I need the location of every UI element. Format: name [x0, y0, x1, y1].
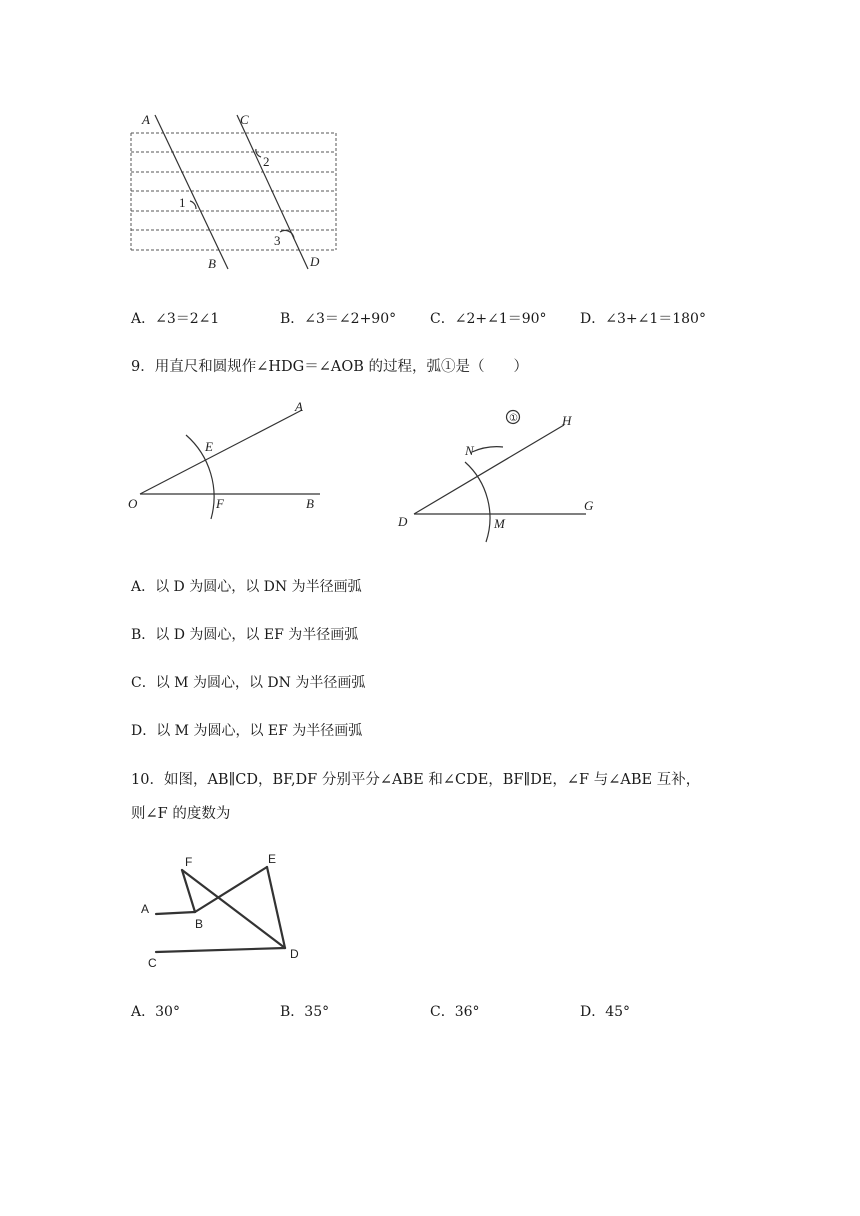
q9-option-d: D．以 M 为圆心，以 EF 为半径画弧 [131, 723, 363, 739]
label-a: A [295, 399, 303, 414]
label-n: N [465, 443, 474, 458]
figure-q9-angle-aob [120, 395, 330, 525]
q10-option-c: C．36° [430, 1004, 480, 1020]
label-b: B [306, 496, 314, 511]
label-e: E [205, 439, 213, 454]
label-c: C [148, 956, 157, 970]
label-c: C [240, 112, 249, 127]
label-h: H [562, 413, 572, 428]
figure-q10 [135, 845, 315, 975]
figure-q9-angle-hdg [390, 400, 610, 550]
label-a: A [141, 902, 150, 916]
angle-1-label: 1 [179, 195, 186, 210]
q10-option-a: A．30° [131, 1004, 180, 1020]
angle-2-label: 2 [263, 154, 270, 169]
label-b: B [195, 917, 204, 931]
q9-option-b: B．以 D 为圆心，以 EF 为半径画弧 [131, 627, 359, 643]
label-b: B [208, 256, 216, 271]
label-d: D [290, 947, 299, 961]
q8-option-d: D．∠3+∠1＝180° [580, 311, 706, 327]
label-a: A [142, 112, 150, 127]
label-o: O [128, 496, 138, 511]
arc-number-label: ① [509, 413, 518, 424]
label-d: D [398, 514, 408, 529]
q8-option-c: C．∠2+∠1＝90° [430, 311, 547, 327]
q10-option-b: B．35° [280, 1004, 330, 1020]
figure-q8 [120, 105, 350, 275]
q10-stem-line2: 则∠F 的度数为 [131, 806, 231, 822]
label-d: D [310, 254, 320, 269]
q9-option-a: A．以 D 为圆心，以 DN 为半径画弧 [131, 579, 362, 595]
label-g: G [584, 498, 594, 513]
label-m: M [494, 516, 505, 531]
label-f: F [216, 496, 224, 511]
q9-option-c: C．以 M 为圆心，以 DN 为半径画弧 [131, 675, 366, 691]
q10-stem-line1: 10．如图，AB∥CD，BF,DF 分别平分∠ABE 和∠CDE，BF∥DE，∠F 与∠ABE 互补， [131, 772, 701, 788]
q9-stem: 9．用直尺和圆规作∠HDG＝∠AOB 的过程，弧①是（ ） [131, 359, 528, 375]
label-f: F [185, 855, 193, 869]
q10-option-d: D．45° [580, 1004, 631, 1020]
line-ab [155, 115, 228, 269]
angle-3-label: 3 [274, 233, 281, 248]
q8-option-a: A．∠3＝2∠1 [131, 311, 220, 327]
q8-option-b: B．∠3＝∠2+90° [280, 311, 397, 327]
label-e: E [268, 852, 277, 866]
line-cd [237, 115, 308, 269]
